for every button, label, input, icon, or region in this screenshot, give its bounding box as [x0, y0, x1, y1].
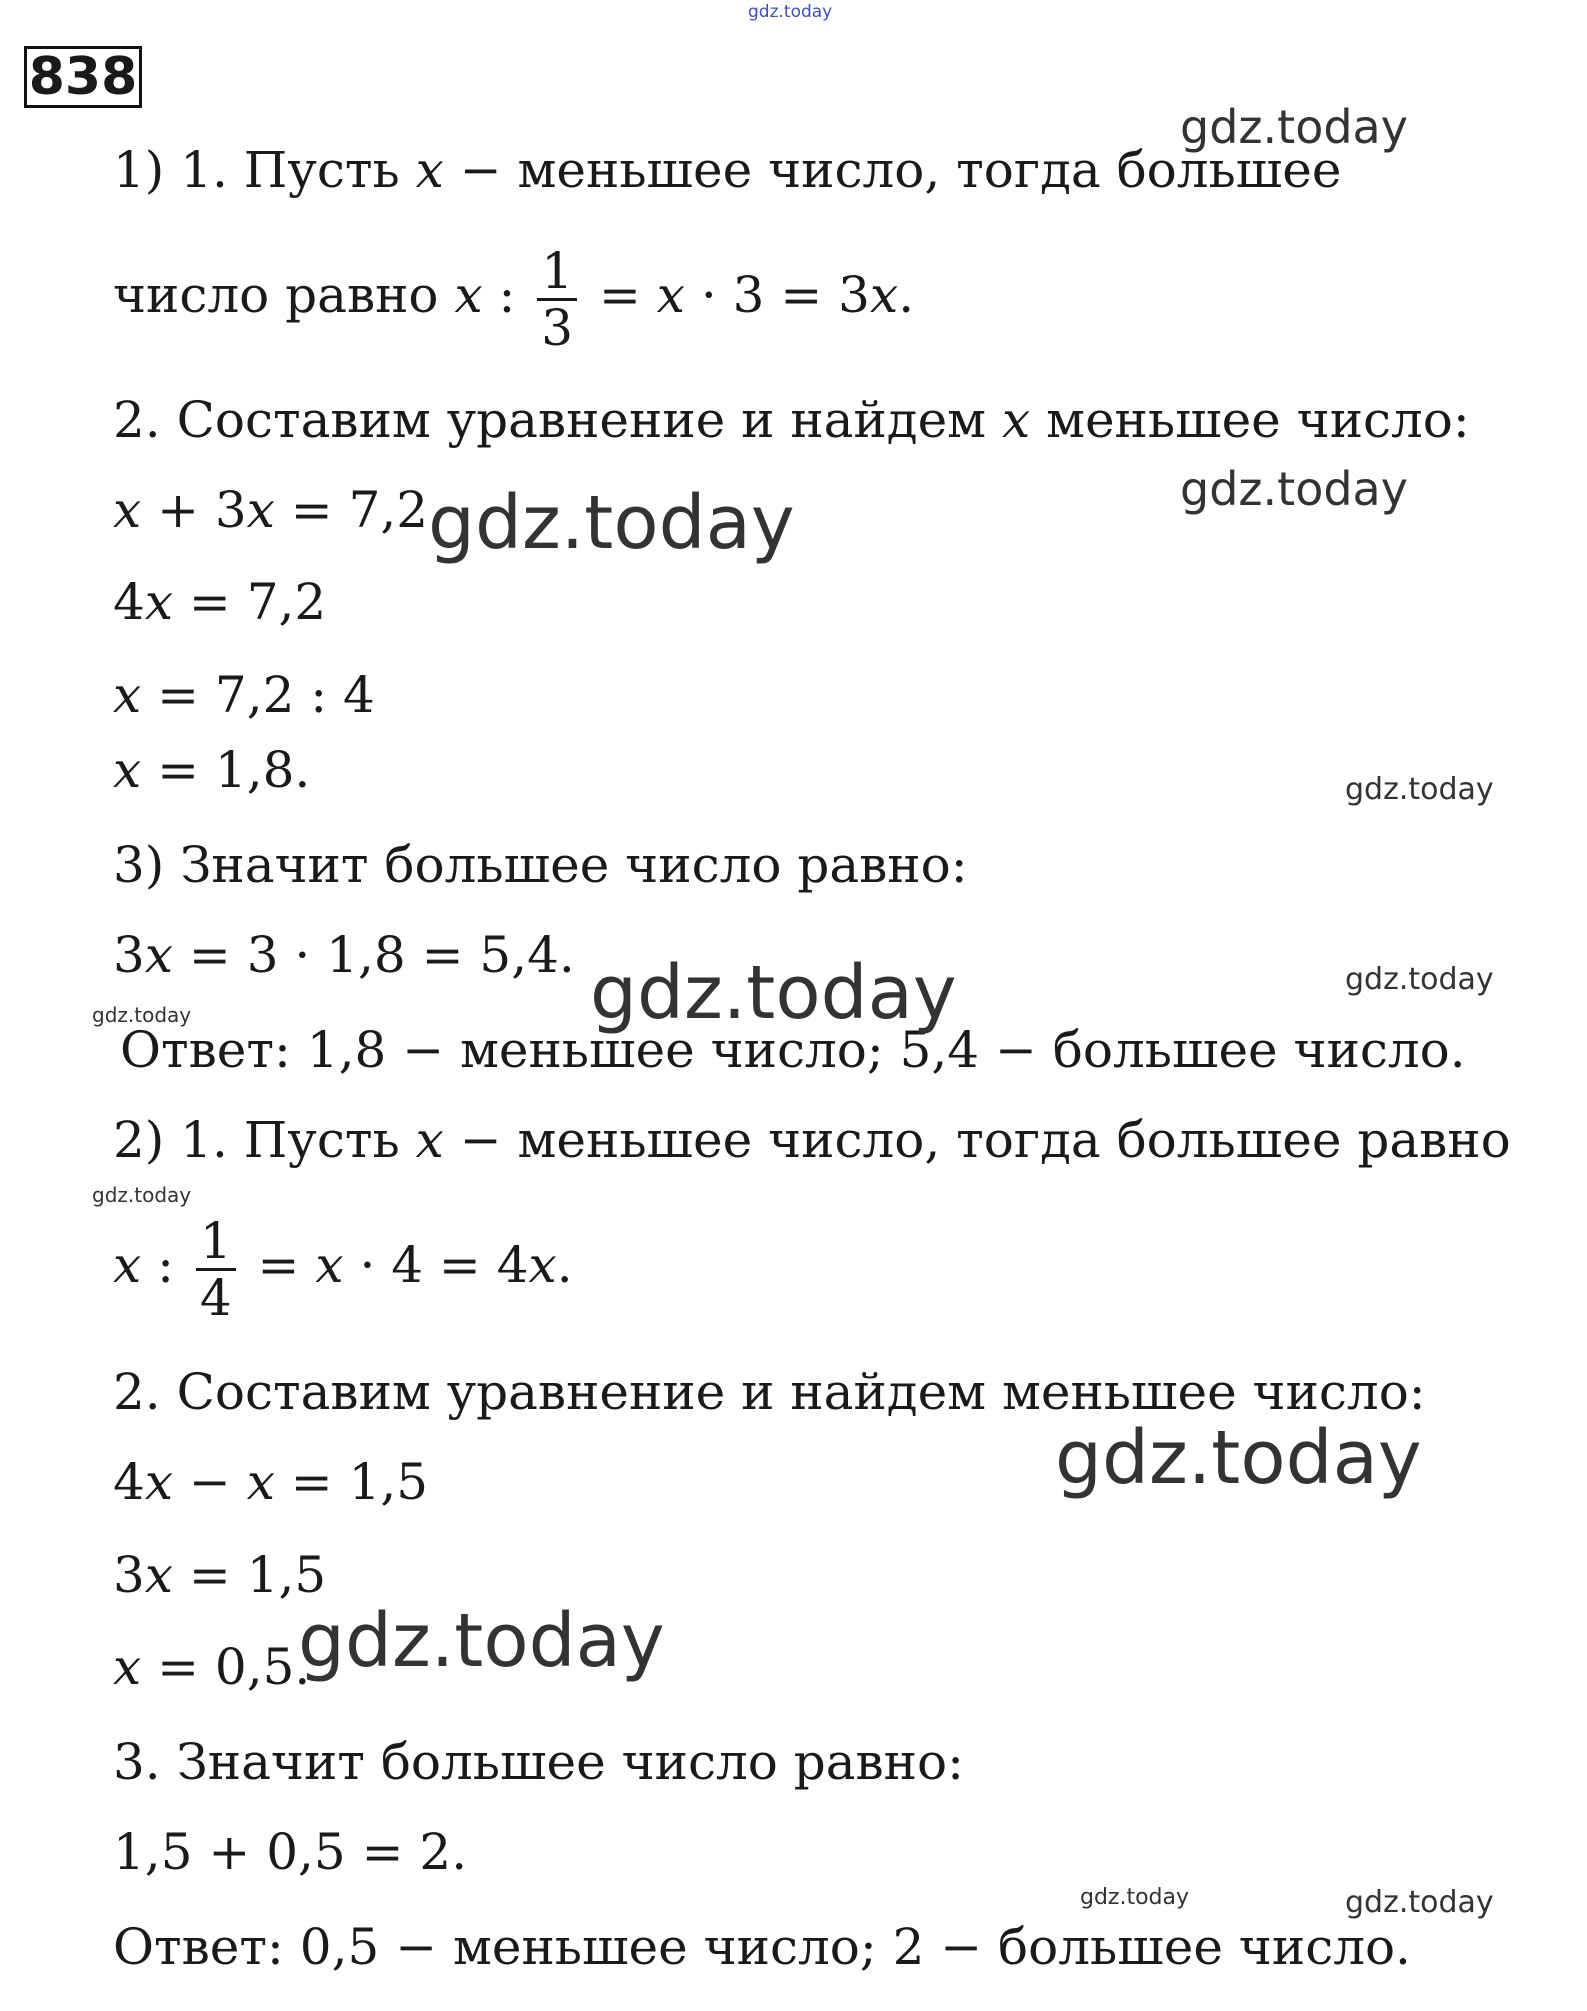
p1-equation-c: x = 7,2 : 4: [113, 666, 375, 724]
watermark: gdz.today: [92, 1183, 192, 1207]
watermark: gdz.today: [298, 1598, 665, 1684]
p1-equation-d: x = 1,8.: [113, 741, 311, 799]
p1-step3-line: 3) Значит большее число равно:: [113, 836, 968, 894]
fraction-one-third: $\frac{1}{3}$: [537, 244, 577, 355]
watermark: gdz.today: [590, 950, 957, 1036]
p2-equation-line: x : $\frac{1}{4}$ = x · 4 = 4x.: [113, 1211, 573, 1327]
p1-step2-line: 2. Составим уравнение и найдем x меньшее число:: [113, 391, 1470, 449]
p2-intro-line: 2) 1. Пусть x − меньшее число, тогда большее равно: [113, 1111, 1511, 1169]
p1-equation-a: x + 3x = 7,2: [113, 481, 429, 539]
p1-answer: Ответ: 1,8 − меньшее число; 5,4 − большее число.: [120, 1021, 1466, 1079]
p2-step3-line: 3. Значит большее число равно:: [113, 1733, 964, 1791]
p1-equation-line: число равно x : $\frac{1}{3}$ = x · 3 = 3x.: [113, 241, 915, 357]
watermark: gdz.today: [1055, 1415, 1422, 1501]
p1-intro-line: 1) 1. Пусть x − меньшее число, тогда большее: [113, 141, 1342, 199]
p1-equation-b: 4x = 7,2: [113, 573, 327, 631]
watermark: gdz.today: [92, 1003, 192, 1027]
watermark: gdz.today: [1345, 1885, 1494, 1920]
p2-step2-line: 2. Составим уравнение и найдем меньшее число:: [113, 1363, 1426, 1421]
watermark: gdz.today: [1080, 1885, 1190, 1910]
watermark: gdz.today: [1180, 462, 1408, 516]
p2-sum-line: 1,5 + 0,5 = 2.: [113, 1823, 468, 1881]
problem-number: 838: [24, 46, 142, 108]
p1-equation-e: 3x = 3 · 1,8 = 5,4.: [113, 926, 575, 984]
p2-answer: Ответ: 0,5 − меньшее число; 2 − большее число.: [113, 1918, 1411, 1976]
watermark: gdz.today: [1180, 100, 1408, 154]
fraction-one-quarter: $\frac{1}{4}$: [196, 1214, 236, 1325]
p2-equation-b: 3x = 1,5: [113, 1546, 327, 1604]
p2-equation-a: 4x − x = 1,5: [113, 1453, 429, 1511]
watermark-top: gdz.today: [748, 2, 833, 22]
p2-equation-c: x = 0,5.: [113, 1638, 311, 1696]
watermark: gdz.today: [1345, 772, 1494, 807]
watermark: gdz.today: [1345, 962, 1494, 997]
watermark: gdz.today: [428, 480, 795, 566]
